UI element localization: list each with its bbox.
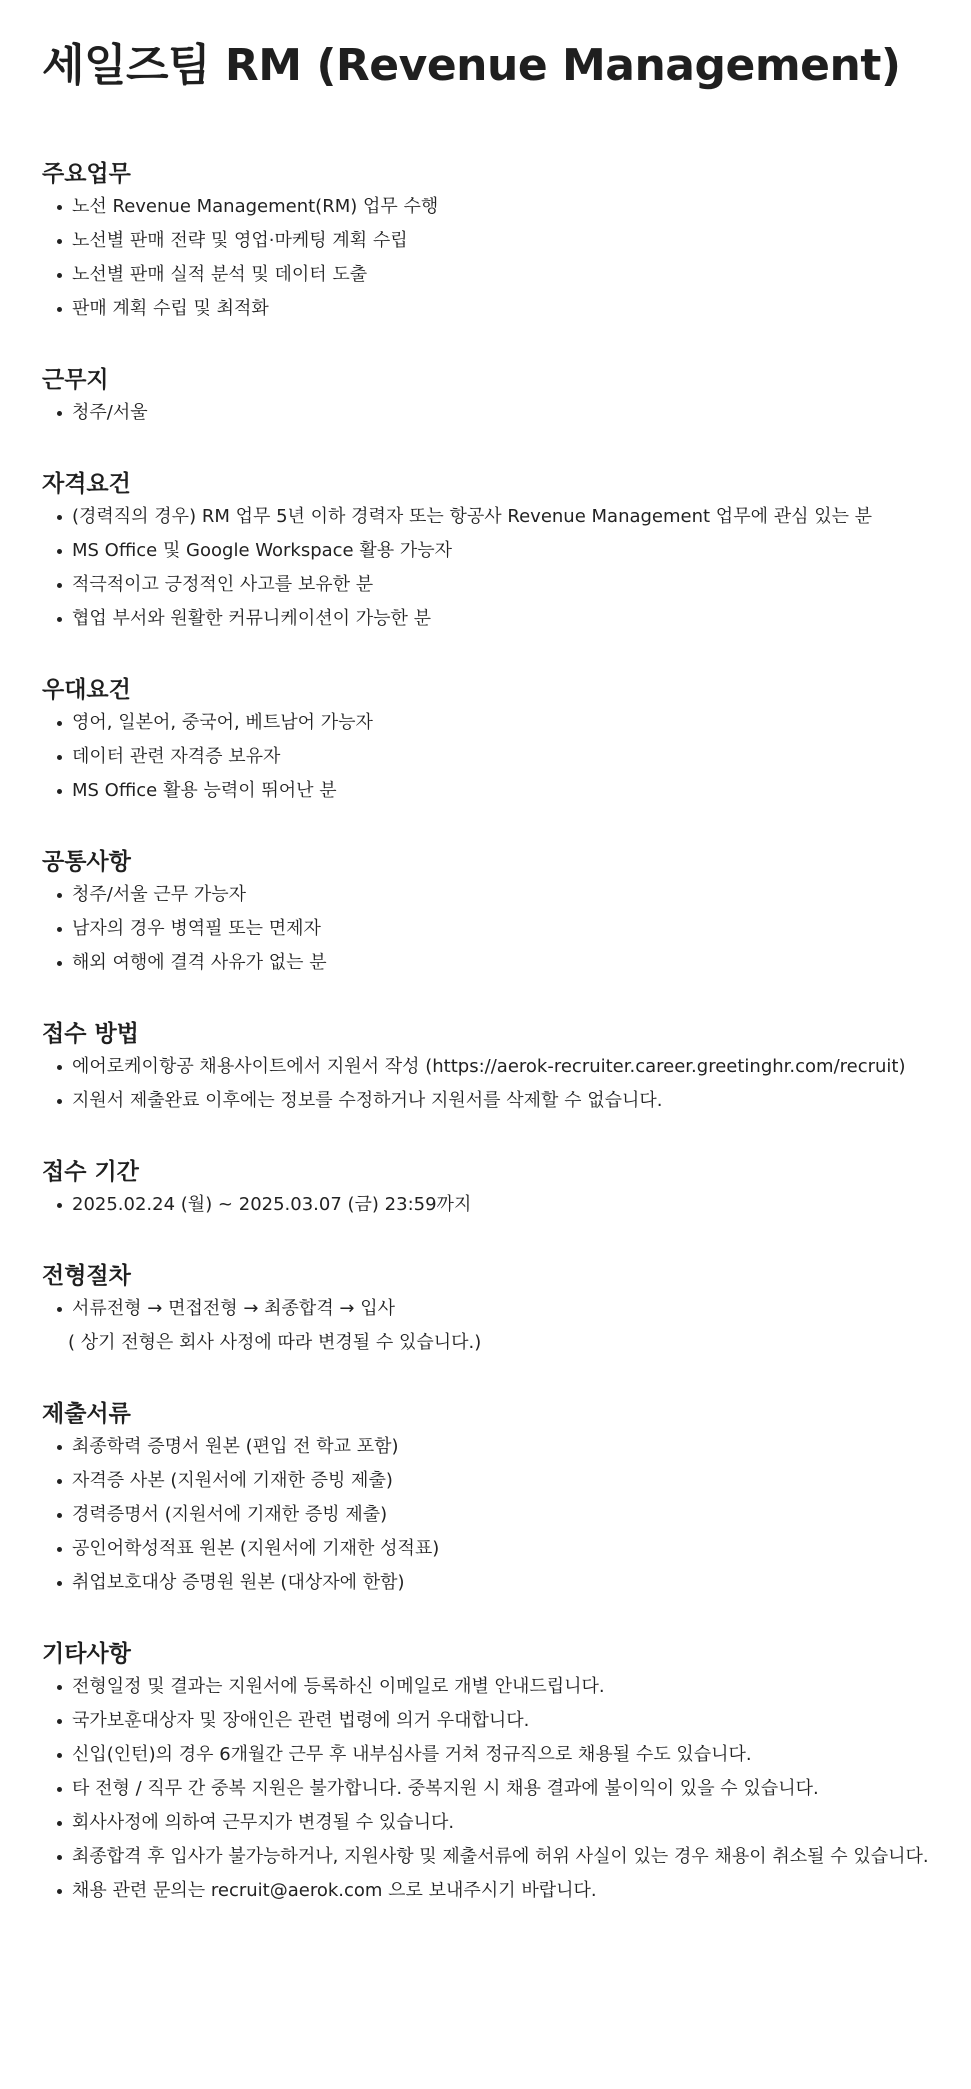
bullet-list xyxy=(42,1050,929,1118)
bullet-list xyxy=(42,190,929,326)
list-item: (경력직의 경우) RM 업무 5년 이하 경력자 또는 항공사 Revenue Management 업무에 관심 있는 분 xyxy=(42,500,929,534)
list-item: MS Office 및 Google Workspace 활용 가능자 xyxy=(42,534,929,568)
section-heading: 우대요건 xyxy=(42,677,131,703)
section-heading: 접수 기간 xyxy=(42,1159,139,1185)
section-heading: 자격요건 xyxy=(42,471,131,497)
section-heading: 전형절차 xyxy=(42,1263,131,1289)
list-item: 국가보훈대상자 및 장애인은 관련 법령에 의거 우대합니다. xyxy=(42,1704,929,1738)
section-required-documents xyxy=(42,1398,929,1600)
section-heading: 접수 방법 xyxy=(42,1021,139,1047)
list-item: 노선별 판매 실적 분석 및 데이터 도출 xyxy=(42,258,929,292)
list-item: 해외 여행에 결격 사유가 없는 분 xyxy=(42,946,929,980)
bullet-list xyxy=(42,1188,929,1222)
list-item: 노선 Revenue Management(RM) 업무 수행 xyxy=(42,190,929,224)
section-selection-process xyxy=(42,1260,929,1360)
list-item: 청주/서울 근무 가능자 xyxy=(42,878,929,912)
list-item: 전형일정 및 결과는 지원서에 등록하신 이메일로 개별 안내드립니다. xyxy=(42,1670,929,1704)
list-item: 공인어학성적표 원본 (지원서에 기재한 성적표) xyxy=(42,1532,929,1566)
section-preferred xyxy=(42,674,929,808)
list-item: MS Office 활용 능력이 뛰어난 분 xyxy=(42,774,929,808)
section-note: ( 상기 전형은 회사 사정에 따라 변경될 수 있습니다.) xyxy=(68,1332,482,1353)
list-item: 자격증 사본 (지원서에 기재한 증빙 제출) xyxy=(42,1464,929,1498)
section-work-location xyxy=(42,364,929,430)
list-item: 청주/서울 xyxy=(42,396,929,430)
sections-container xyxy=(42,158,929,1908)
list-item: 신입(인턴)의 경우 6개월간 근무 후 내부심사를 거쳐 정규직으로 채용될 수도 있습니다. xyxy=(42,1738,929,1772)
list-item: 에어로케이항공 채용사이트에서 지원서 작성 (https://aerok-recruiter.career.greetinghr.com/recruit) xyxy=(42,1050,929,1084)
list-item: 노선별 판매 전략 및 영업·마케팅 계획 수립 xyxy=(42,224,929,258)
list-item: 취업보호대상 증명원 원본 (대상자에 한함) xyxy=(42,1566,929,1600)
section-common xyxy=(42,846,929,980)
list-item: 지원서 제출완료 이후에는 정보를 수정하거나 지원서를 삭제할 수 없습니다. xyxy=(42,1084,929,1118)
bullet-list xyxy=(42,1670,929,1908)
list-item: 남자의 경우 병역필 또는 면제자 xyxy=(42,912,929,946)
bullet-list xyxy=(42,706,929,808)
bullet-list xyxy=(42,1430,929,1600)
section-qualifications xyxy=(42,468,929,636)
section-heading: 기타사항 xyxy=(42,1641,131,1667)
bullet-list xyxy=(42,1292,929,1326)
bullet-list xyxy=(42,500,929,636)
section-heading: 공통사항 xyxy=(42,849,131,875)
section-how-to-apply xyxy=(42,1018,929,1118)
list-item: 영어, 일본어, 중국어, 베트남어 가능자 xyxy=(42,706,929,740)
list-item: 2025.02.24 (월) ~ 2025.03.07 (금) 23:59까지 xyxy=(42,1188,929,1222)
bullet-list xyxy=(42,878,929,980)
list-item: 서류전형 → 면접전형 → 최종합격 → 입사 xyxy=(42,1292,929,1326)
list-item: 타 전형 / 직무 간 중복 지원은 불가합니다. 중복지원 시 채용 결과에 불이익이 있을 수 있습니다. xyxy=(42,1772,929,1806)
section-main-duties xyxy=(42,158,929,326)
list-item: 최종학력 증명서 원본 (편입 전 학교 포함) xyxy=(42,1430,929,1464)
page-title: 세일즈팀 RM (Revenue Management) xyxy=(42,40,901,91)
list-item: 판매 계획 수립 및 최적화 xyxy=(42,292,929,326)
list-item: 최종합격 후 입사가 불가능하거나, 지원사항 및 제출서류에 허위 사실이 있는 경우 채용이 취소될 수 있습니다. xyxy=(42,1840,929,1874)
list-item: 적극적이고 긍정적인 사고를 보유한 분 xyxy=(42,568,929,602)
list-item: 경력증명서 (지원서에 기재한 증빙 제출) xyxy=(42,1498,929,1532)
section-heading: 주요업무 xyxy=(42,161,131,187)
section-heading: 제출서류 xyxy=(42,1401,131,1427)
section-other-notes xyxy=(42,1638,929,1908)
list-item: 채용 관련 문의는 recruit@aerok.com 으로 보내주시기 바랍니다. xyxy=(42,1874,929,1908)
section-heading: 근무지 xyxy=(42,367,109,393)
list-item: 협업 부서와 원활한 커뮤니케이션이 가능한 분 xyxy=(42,602,929,636)
list-item: 회사사정에 의하여 근무지가 변경될 수 있습니다. xyxy=(42,1806,929,1840)
list-item: 데이터 관련 자격증 보유자 xyxy=(42,740,929,774)
bullet-list xyxy=(42,396,929,430)
section-application-period xyxy=(42,1156,929,1222)
